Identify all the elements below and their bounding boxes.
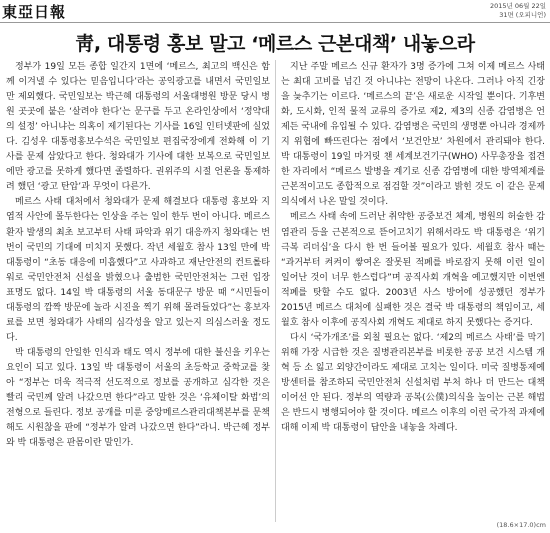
paragraph: 박 대통령의 안일한 인식과 태도 역시 정부에 대한 불신을 키우는 요인이 되고 있다. 13일 박 대통령이 서울의 초등학교 중학교를 찾아 “정부는 더욱 적극적 선도적으로 정보를 공개하고 심각한 것은 빨리 국민께 알려 나갔으면 한다”라고 말한 것은 ‘유체이탈 화법’의 전형으로 들린다. 정보 공개를 미룬 중앙메르스관리대책본부를 문책해도 시원찮을 판에 “정부가 알려 나갔으면 한다”라니. 박근혜 정부와 박 대통령은 판몸이란 말인가. xyxy=(6,347,270,449)
issue-date: 2015년 06월 22일 xyxy=(489,2,546,10)
editorial-headline: 靑, 대통령 홍보 말고 ‘메르스 근본대책’ 내놓으라 xyxy=(75,33,475,55)
page-section: 31면 (오피니언) xyxy=(499,11,546,19)
masthead-rule xyxy=(0,22,550,23)
paragraph: 메르스 사태 대처에서 청와대가 문제 해결보다 대통령 홍보와 지엽적 사안에 몰두한다는 인상을 주는 일이 한두 번이 아니다. 메르스 환자 발생의 최초 보고부터 사태 파악과 위기 대응까지 청와대는 번번이 국민의 기대에 미치지 못했다. 작년 세월호 참사 13일 만에 박 대통령이 “초동 대응에 미흡했다”고 사과하고 재난안전의 컨트롤타워로 국민안전처 신설을 밝혔으나 출범한 국민안전처는 그런 입장 표명도 없다. 14일 박 대통령의 서울 동대문구 방문 때 “시민들이 대통령의 깜짝 방문에 놀라 시진을 찍기 위해 몰려들었다”는 홍보자료를 보면 청와대가 사태의 심각성을 알고 있는지 의심스러울 정도다. xyxy=(6,197,270,343)
paragraph: 다시 ‘국가개조’를 외칠 필요는 없다. ‘제2의 메르스 사태’를 막기 위해 가장 시급한 것은 질병관리본부를 비롯한 공공 보건 시스템 개혁 등 소 잃고 외양간이라도 제대로 고치는 일이다. 미국 질병통제예방센터를 참조하되 국민안전처 신설처럼 부처 하나 더 만드는 대책이어선 안 된다. 정부의 역량과 공복(公僕)의식을 높이는 근본 해법은 반드시 병행되어야 할 것이다. 메르스 이후의 이런 국가적 과제에 대해 이제 박 대통령이 답안을 내놓을 차례다. xyxy=(281,332,545,434)
issue-meta xyxy=(490,2,546,20)
paragraph: 메르스 사태 속에 드러난 취약한 공중보건 체계, 병원의 허술한 감염관리 등을 근본적으로 뜯어고치기 위해서라도 박 대통령은 ‘위기극복 리더십’을 다시 한 번 들어볼 필요가 있다. 세월호 참사 때는 “과거부터 켜켜이 쌓여온 잘못된 적폐를 바로잡지 못해 이런 일이 일어난 것이 너무 한스럽다”며 공직사회 개혁을 예고했지만 이번엔 적폐를 탓할 수도 없다. 2003년 사스 방어에 성공했던 정부가 2015년 메르스 대처에 실패한 것은 결국 박 대통령의 책임이고, 세월호 참사 이후에 공직사회 개혁도 제대로 하지 못했다는 증거다. xyxy=(281,212,545,328)
right-column xyxy=(281,60,545,520)
newspaper-logo: 東亞日報 xyxy=(2,3,67,21)
left-column xyxy=(6,60,270,520)
paragraph: 정부가 19일 모든 종합 일간지 1면에 ‘메르스, 최고의 백신은 함께 이겨낼 수 있다는 믿음입니다’라는 공익광고를 내면서 국민일보만 제외했다. 국민일보는 박근혜 대통령의 서울대병원 방문 당시 병원 곳곳에 붙은 ‘살려야 한다’는 문구를 두고 온라인상에서 ‘정약대의 설정’ 아니냐는 의혹이 제기된다는 기사를 16일 인터넷판에 실었다. 김성우 대통령홍보수석은 국민일보 편집국장에게 전화해 이 기사를 문제 삼았다고 한다. 청와대가 기사에 대한 보복으로 국민일보에만 광고를 못하게 했다면 졸렬하다. 권위주의 시절 언론을 통제하려 했던 ‘광고 탄압’과 무엇이 다른가. xyxy=(6,62,270,193)
masthead xyxy=(0,0,550,22)
column-divider xyxy=(275,60,276,522)
size-code: (18.6×17.0)cm xyxy=(496,521,546,529)
paragraph: 지난 주말 메르스 신규 환자가 3명 증가에 그쳐 이제 메르스 사태는 최대 고비를 넘긴 것 아니냐는 전망이 나온다. 그러나 아직 긴장을 늦추기는 이르다. ‘메르스의 끝’은 새로운 시작일 뿐이다. 기후변화, 도시화, 인적 물적 교류의 증가로 제2, 제3의 신종 감염병은 언제든 국내에 유입될 수 있다. 감염병은 국민의 생명뿐 아니라 경제까지 위협에 빠뜨린다는 점에서 ‘보건안보’ 차원에서 관리돼야 한다. 박 대통령이 19일 마거릿 챈 세계보건기구(WHO) 사무총장을 접견한 자리에서 “메르스 발병을 계기로 신종 감염병에 대한 방역체계를 근본적이고도 종합적으로 점검할 것”이라고 밝힌 것도 이 같은 문제의식에서 나온 말일 것이다. xyxy=(281,62,545,208)
